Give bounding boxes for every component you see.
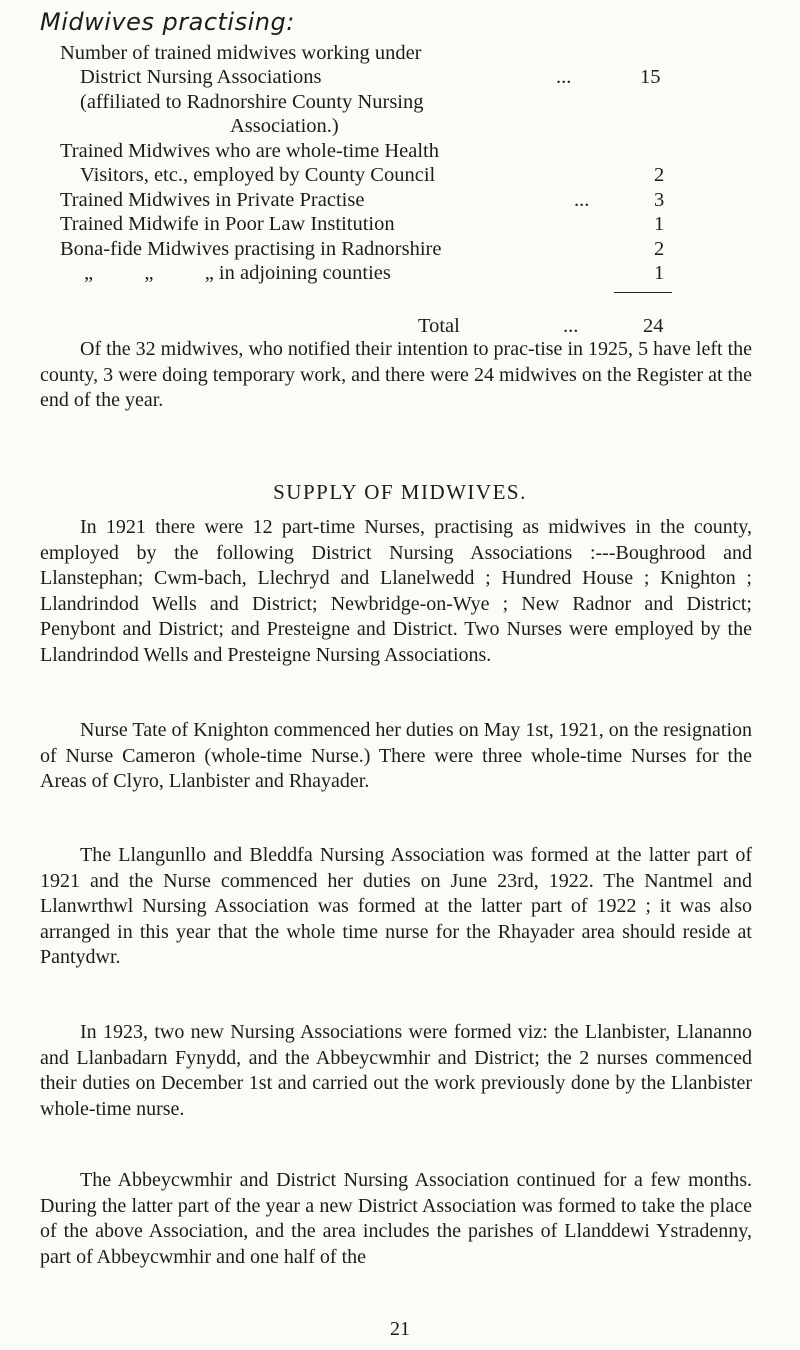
page-number: 21: [390, 1318, 410, 1340]
page-heading: Midwives practising:: [40, 8, 295, 36]
row-value: 2: [654, 164, 665, 186]
total-rule: [614, 292, 672, 293]
row-label: (affiliated to Radnorshire County Nursing: [80, 91, 424, 113]
row-value: 3: [654, 189, 665, 211]
row-dots: ...: [574, 189, 590, 211]
row-value: 2: [654, 238, 665, 260]
paragraph-abbeycwmhir: The Abbeycwmhir and District Nursing Association continued for a few months. During the latter part of the year a new District Association was formed to take the place of the above Association, and the area includes the parishes of Llanddewi Ystradenny, part of Abbeycwmhir and one half of the: [40, 1169, 752, 1268]
total-value: 24: [643, 315, 664, 337]
row-dots: ...: [556, 66, 572, 88]
row-label: District Nursing Associations: [80, 66, 322, 88]
row-label: Number of trained midwives working under: [60, 42, 422, 64]
row-label: Visitors, etc., employed by County Council: [80, 164, 436, 186]
row-label: „ „ „ in adjoining counties: [84, 262, 391, 284]
row-label: Trained Midwife in Poor Law Institution: [60, 213, 395, 235]
intro-paragraph: Of the 32 midwives, who notified their intention to prac-tise in 1925, 5 have left the county, 3 were doing temporary work, and there were 24 midwives on the Register at the end of the year.: [40, 338, 752, 412]
row-label: Bona-fide Midwives practising in Radnorshire: [60, 238, 442, 260]
total-dots: ...: [563, 315, 579, 337]
paragraph-1923: In 1923, two new Nursing Associations were formed viz: the Llanbister, Llananno and Llanbadarn Fynydd, and the Abbeycwmhir and District; the 2 nurses commenced their duties on December 1st and carried out the work previously done by the Llanbister whole-time nurse.: [40, 1021, 752, 1120]
row-label: Association.): [230, 115, 339, 137]
section-title: SUPPLY OF MIDWIVES.: [273, 480, 527, 504]
row-value: 1: [654, 262, 665, 284]
paragraph-nurse-tate: Nurse Tate of Knighton commenced her duties on May 1st, 1921, on the resignation of Nurse Cameron (whole-time Nurse.) There were three whole-time Nurses for the Areas of Clyro, Llanbister and Rhayader.: [40, 719, 752, 793]
paragraph-1921-nurses: In 1921 there were 12 part-time Nurses, practising as midwives in the county, employed by the following District Nursing Associations :---Boughrood and Llanstephan; Cwm-bach, Llechryd and Llanelwedd ; Hundred House ; Knighton ; Llandrindod Wells and District; Newbridge-on-Wye ; New Radnor and District; Penybont and District; and Presteigne and District. Two Nurses were employed by the Llandrindod Wells and Presteigne Nursing Associations.: [40, 516, 752, 666]
row-label: Trained Midwives who are whole-time Health: [60, 140, 439, 162]
paragraph-llangunllo: The Llangunllo and Bleddfa Nursing Association was formed at the latter part of 1921 and the Nurse commenced her duties on June 23rd, 1922. The Nantmel and Llanwrthwl Nursing Association was formed at the latter part of 1922 ; it was also arranged in this year that the whole time nurse for the Rhayader area should reside at Pantydwr.: [40, 844, 752, 969]
row-value: 15: [640, 66, 661, 88]
row-value: 1: [654, 213, 665, 235]
total-label: Total: [418, 315, 460, 337]
row-label: Trained Midwives in Private Practise: [60, 189, 365, 211]
